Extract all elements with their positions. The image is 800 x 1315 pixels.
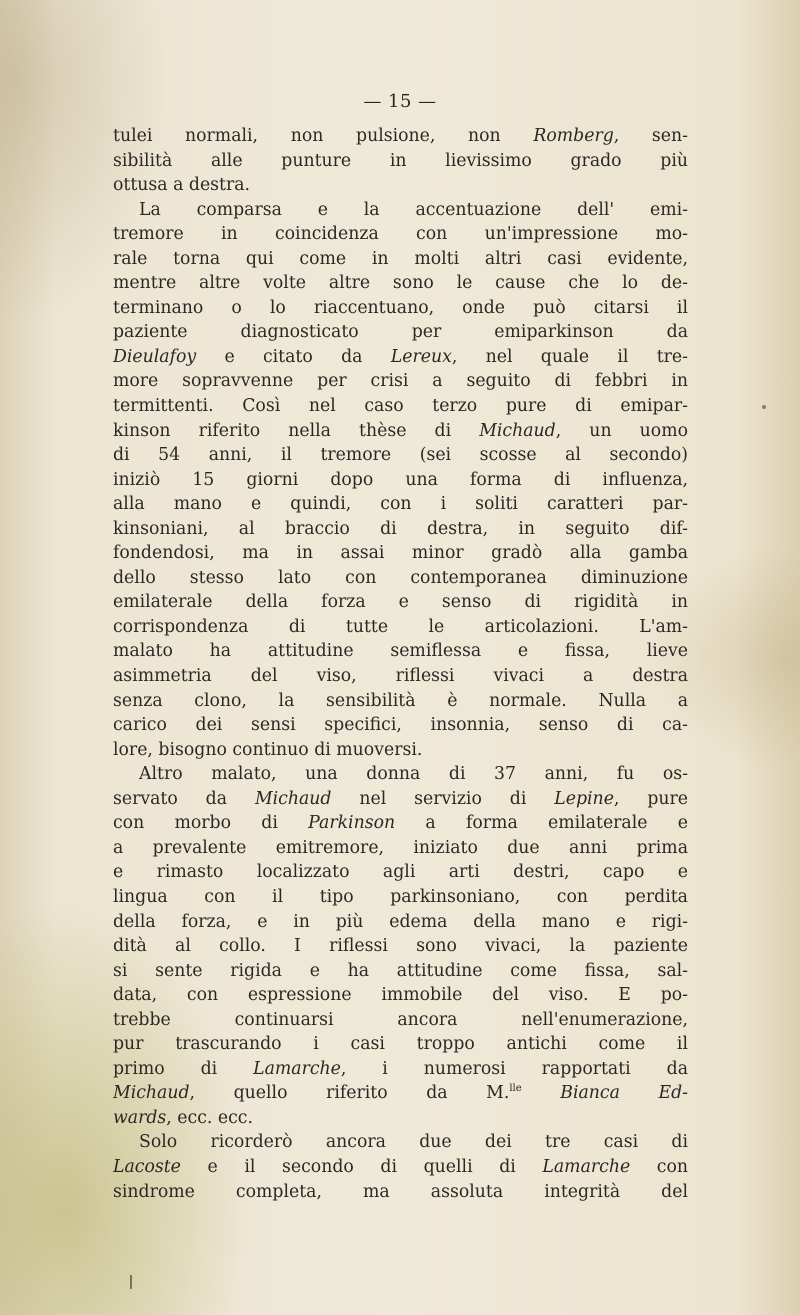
body-text xyxy=(113,124,688,1204)
text-segment: , i numerosi rapportati da xyxy=(340,1058,688,1079)
text-line xyxy=(113,517,688,542)
text-segment: lore, bisogno continuo di muoversi. xyxy=(113,739,423,760)
text-segment: della forza, e in più edema della mano e rigi- xyxy=(113,911,688,932)
text-line xyxy=(113,590,688,615)
text-segment: kinsoniani, al braccio di destra, in seguito dif- xyxy=(113,518,688,539)
text-line xyxy=(113,762,688,787)
text-segment: paziente diagnosticato per emiparkinson da xyxy=(113,322,688,343)
text-line xyxy=(113,1155,688,1180)
text-line xyxy=(113,689,688,714)
text-segment: dello stesso lato con contemporanea diminuzione xyxy=(113,567,688,588)
text-segment: e rimasto localizzato agli arti destri, capo e xyxy=(113,862,688,883)
text-segment: more sopravvenne per crisi a seguito di febbri in xyxy=(113,371,688,392)
margin-dot xyxy=(762,405,766,409)
text-segment: trebbe continuarsi ancora nell'enumerazione, xyxy=(113,1009,688,1030)
text-line xyxy=(113,1180,688,1205)
text-line xyxy=(113,860,688,885)
text-line xyxy=(113,443,688,468)
text-line xyxy=(113,345,688,370)
text-line xyxy=(113,615,688,640)
text-segment: data, con espressione immobile del viso. E po- xyxy=(113,985,688,1006)
text-segment: pur trascurando i casi troppo antichi come il xyxy=(113,1034,688,1055)
text-line xyxy=(113,934,688,959)
text-segment: ottusa a destra. xyxy=(113,175,251,196)
text-line xyxy=(113,566,688,591)
text-segment: primo di xyxy=(113,1058,254,1079)
text-segment: a prevalente emitremore, iniziato due anni prima xyxy=(113,837,688,858)
text-segment: si sente rigida e ha attitudine come fissa, sal- xyxy=(113,960,688,981)
text-line xyxy=(113,394,688,419)
text-segment: corrispondenza di tutte le articolazioni. L'am- xyxy=(113,616,688,637)
text-line xyxy=(113,468,688,493)
italic-name: Lamarche xyxy=(253,1058,341,1079)
text-line xyxy=(113,247,688,272)
text-segment: con xyxy=(630,1156,688,1177)
italic-name: Michaud xyxy=(254,788,332,809)
text-line xyxy=(113,836,688,861)
text-line xyxy=(113,639,688,664)
italic-name: wards xyxy=(113,1107,167,1128)
text-segment: asimmetria del viso, riflessi vivaci a destra xyxy=(113,666,688,687)
text-segment: senza clono, la sensibilità è normale. Nulla a xyxy=(113,690,688,711)
text-segment: fondendosi, ma in assai minor gradò alla gamba xyxy=(113,543,688,564)
text-segment: Altro malato, una donna di 37 anni, fu os- xyxy=(139,764,688,785)
text-line xyxy=(113,173,688,198)
text-line xyxy=(113,541,688,566)
text-line xyxy=(113,492,688,517)
text-line xyxy=(113,885,688,910)
text-line xyxy=(113,959,688,984)
text-line xyxy=(113,1008,688,1033)
text-segment: rale torna qui come in molti altri casi evidente, xyxy=(113,248,688,269)
text-line xyxy=(113,222,688,247)
italic-name: Dieulafoy xyxy=(113,346,197,367)
text-segment: con morbo di xyxy=(113,813,309,834)
text-segment: mentre altre volte altre sono le cause che lo de- xyxy=(113,273,688,294)
italic-name: Lereux xyxy=(390,346,452,367)
text-line xyxy=(113,124,688,149)
italic-name: Lacoste xyxy=(113,1156,181,1177)
text-segment: iniziò 15 giorni dopo una forma di influenza, xyxy=(113,469,688,490)
text-segment: carico dei sensi specifici, insonnia, senso di ca- xyxy=(113,715,688,736)
text-segment: terminano o lo riaccentuano, onde può citarsi il xyxy=(113,297,688,318)
text-segment: di 54 anni, il tremore (sei scosse al secondo) xyxy=(113,445,688,466)
italic-name: Romberg xyxy=(533,126,614,146)
text-line xyxy=(113,271,688,296)
text-segment: , pure xyxy=(613,788,688,809)
text-segment: kinson riferito nella thèse di xyxy=(113,420,480,441)
text-segment: malato ha attitudine semiflessa e fissa, lieve xyxy=(113,641,688,662)
italic-name: Michaud xyxy=(479,420,556,441)
text-segment: termittenti. Così nel caso terzo pure di emipar- xyxy=(113,396,688,417)
text-line xyxy=(113,149,688,174)
text-line xyxy=(113,664,688,689)
text-segment: e il secondo di quelli di xyxy=(180,1156,543,1177)
text-line xyxy=(113,1106,688,1131)
text-segment: servato da xyxy=(113,788,255,809)
text-segment: Solo ricorderò ancora due dei tre casi di xyxy=(139,1132,688,1153)
text-segment: dità al collo. I riflessi sono vivaci, la paziente xyxy=(113,936,688,957)
italic-name: Lepine xyxy=(554,788,614,809)
text-segment: , ecc. ecc. xyxy=(166,1107,253,1128)
italic-name: Parkinson xyxy=(308,813,396,834)
text-segment: tremore in coincidenza con un'impressione mo- xyxy=(113,224,688,245)
text-line xyxy=(113,369,688,394)
text-segment: tulei normali, non pulsione, non xyxy=(113,126,534,146)
text-line xyxy=(113,1081,688,1106)
text-line xyxy=(113,983,688,1008)
text-segment: , sen- xyxy=(613,126,688,146)
text-line xyxy=(113,811,688,836)
text-segment: alla mano e quindi, con i soliti caratteri par- xyxy=(113,494,688,515)
italic-name: Michaud xyxy=(113,1083,190,1104)
text-segment: sibilità alle punture in lievissimo grado più xyxy=(113,150,688,171)
italic-name: Bianca Ed- xyxy=(560,1083,688,1104)
text-line xyxy=(113,1130,688,1155)
text-segment: emilaterale della forza e senso di rigidità in xyxy=(113,592,688,613)
text-segment: e citato da xyxy=(196,346,391,367)
text-segment: a forma emilaterale e xyxy=(395,813,688,834)
text-segment: sindrome completa, ma assoluta integrità del xyxy=(113,1181,688,1202)
text-line xyxy=(113,320,688,345)
page-number: — 15 — xyxy=(363,91,437,112)
italic-name: Lamarche xyxy=(542,1156,631,1177)
text-segment: , un uomo xyxy=(555,420,688,441)
text-line xyxy=(113,910,688,935)
text-line xyxy=(113,713,688,738)
text-line xyxy=(113,1032,688,1057)
text-segment: La comparsa e la accentuazione dell' emi- xyxy=(139,199,688,220)
text-segment: lle xyxy=(509,1083,522,1095)
text-line xyxy=(113,738,688,763)
text-line xyxy=(113,198,688,223)
text-segment: lingua con il tipo parkinsoniano, con perdita xyxy=(113,886,688,907)
text-line xyxy=(113,787,688,812)
text-line xyxy=(113,296,688,321)
text-line xyxy=(113,1057,688,1082)
margin-mark xyxy=(130,1275,132,1289)
text-segment: , nel quale il tre- xyxy=(451,346,688,367)
text-segment: nel servizio di xyxy=(331,788,555,809)
text-line xyxy=(113,419,688,444)
text-segment: , quello riferito da M. xyxy=(189,1083,510,1104)
text-segment xyxy=(522,1083,561,1103)
